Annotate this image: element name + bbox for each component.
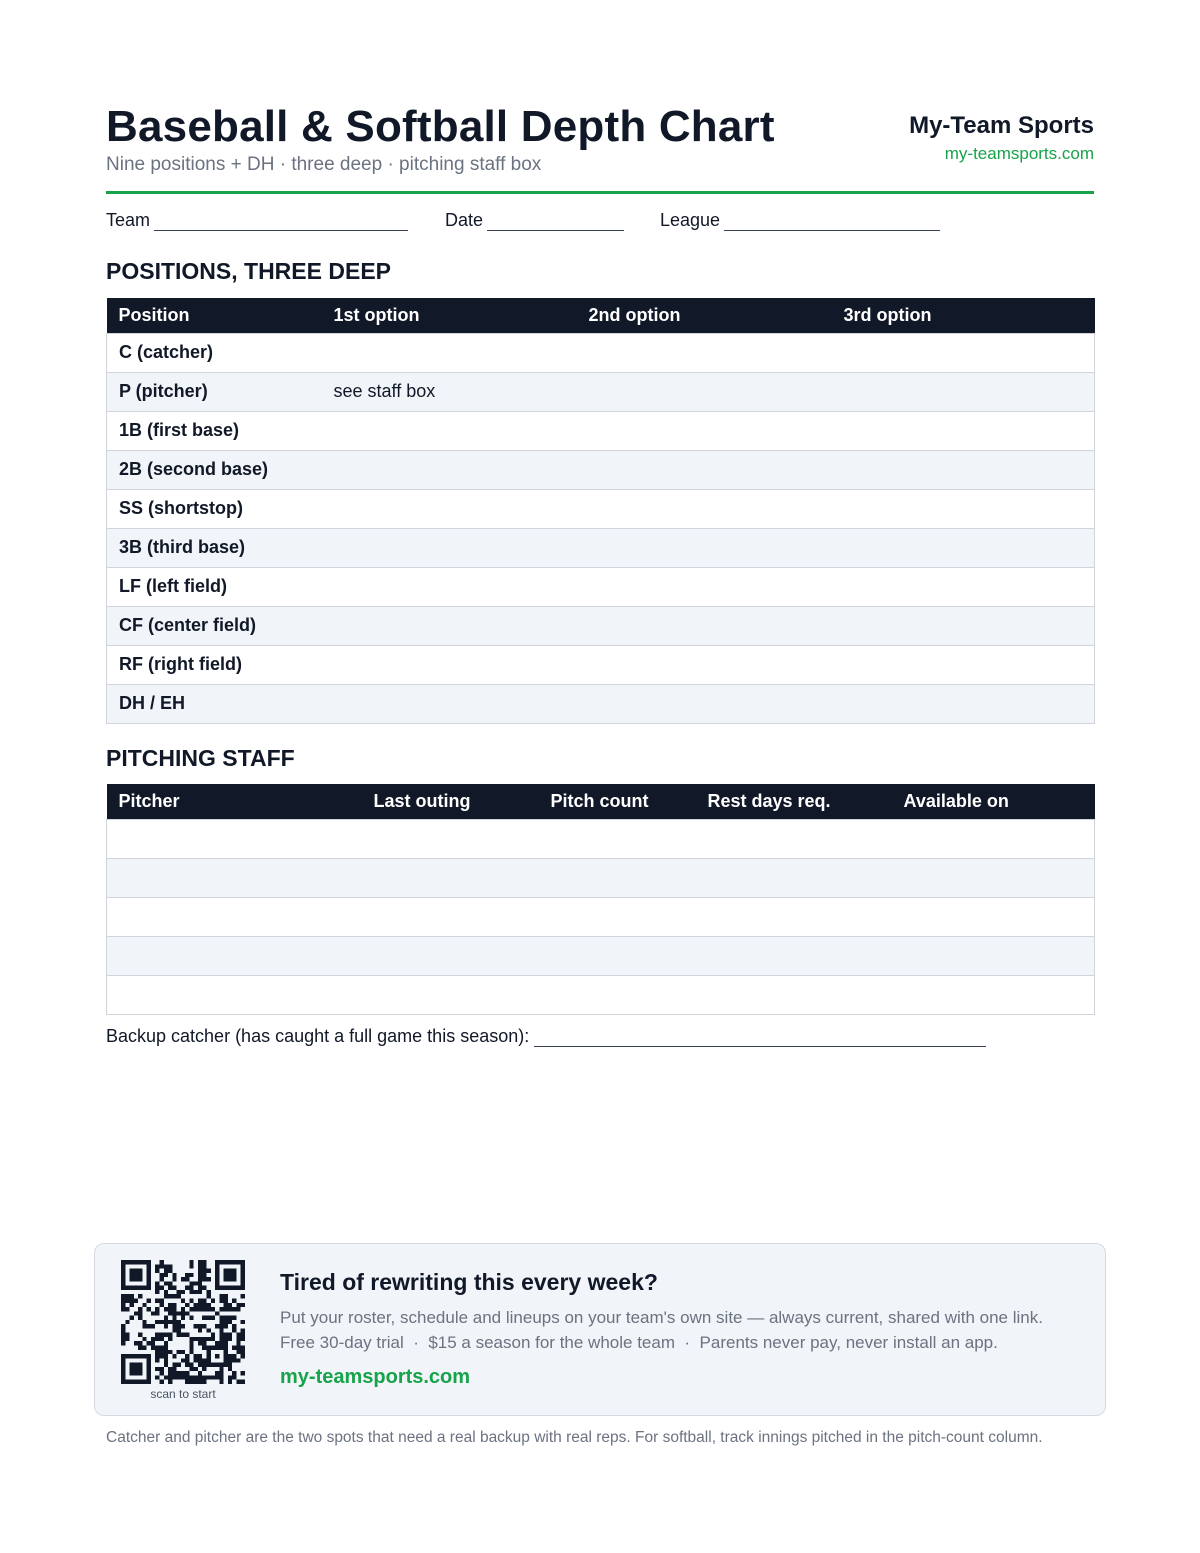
pitching-table	[106, 784, 1095, 1015]
backup-catcher-line[interactable]	[534, 1028, 986, 1047]
pitching-cell[interactable]	[892, 858, 1095, 897]
qr-caption: scan to start	[150, 1387, 216, 1401]
promo-title: Tired of rewriting this every week?	[280, 1269, 658, 1295]
table-row	[107, 567, 1095, 606]
date-line[interactable]	[487, 212, 624, 231]
option-cell[interactable]	[577, 528, 832, 567]
option-cell[interactable]	[832, 645, 1095, 684]
team-label: Team	[106, 210, 151, 230]
option-cell[interactable]	[832, 528, 1095, 567]
table-row	[107, 897, 1095, 936]
pitching-cell[interactable]	[892, 975, 1095, 1014]
option-cell[interactable]	[322, 684, 577, 723]
position-cell: SS (shortstop)	[107, 489, 322, 528]
promo-pricing: Free 30-day trial · $15 a season for the whole team · Parents never pay, never install an app.	[280, 1333, 998, 1352]
pitching-cell[interactable]	[107, 936, 362, 975]
option-cell[interactable]	[577, 489, 832, 528]
pitching-cell[interactable]	[107, 819, 362, 858]
table-row	[107, 450, 1095, 489]
position-cell: CF (center field)	[107, 606, 322, 645]
team-field[interactable]	[106, 210, 408, 231]
table-row	[107, 606, 1095, 645]
date-field[interactable]	[445, 210, 624, 231]
option-cell[interactable]	[832, 684, 1095, 723]
pitching-cell[interactable]	[107, 975, 362, 1014]
option-cell[interactable]	[577, 606, 832, 645]
brand-name: My-Team Sports	[909, 112, 1094, 139]
option-cell[interactable]	[577, 567, 832, 606]
document-title: Baseball & Softball Depth Chart	[106, 102, 775, 151]
option-cell[interactable]	[832, 450, 1095, 489]
column-header: Position	[107, 298, 322, 333]
option-cell[interactable]	[322, 567, 577, 606]
league-label: League	[660, 210, 721, 230]
document-subtitle: Nine positions + DH · three deep · pitching staff box	[106, 154, 542, 175]
team-line[interactable]	[154, 212, 408, 231]
column-header: Pitch count	[539, 784, 696, 819]
league-field[interactable]	[660, 210, 940, 231]
pitching-cell[interactable]	[539, 975, 696, 1014]
position-cell: RF (right field)	[107, 645, 322, 684]
option-cell[interactable]	[577, 333, 832, 372]
table-row	[107, 528, 1095, 567]
pitching-cell[interactable]	[362, 936, 539, 975]
option-cell[interactable]	[832, 372, 1095, 411]
option-cell[interactable]	[832, 333, 1095, 372]
backup-catcher-field[interactable]	[106, 1026, 986, 1047]
pitching-cell[interactable]	[362, 975, 539, 1014]
pitching-cell[interactable]	[696, 858, 892, 897]
pitching-cell[interactable]	[892, 897, 1095, 936]
pitching-cell[interactable]	[362, 819, 539, 858]
pitching-cell[interactable]	[539, 858, 696, 897]
option-cell[interactable]	[322, 411, 577, 450]
position-cell: C (catcher)	[107, 333, 322, 372]
position-cell: DH / EH	[107, 684, 322, 723]
table-row	[107, 411, 1095, 450]
backup-catcher-label: Backup catcher (has caught a full game this season):	[106, 1026, 530, 1046]
position-cell: P (pitcher)	[107, 372, 322, 411]
pitching-cell[interactable]	[696, 975, 892, 1014]
table-row	[107, 684, 1095, 723]
promo-url-link[interactable]: my-teamsports.com	[280, 1366, 471, 1388]
column-header: Rest days req.	[696, 784, 892, 819]
option-cell[interactable]	[322, 489, 577, 528]
column-header: Pitcher	[107, 784, 362, 819]
positions-section-title: POSITIONS, THREE DEEP	[106, 258, 391, 284]
column-header: 3rd option	[832, 298, 1095, 333]
option-cell[interactable]	[322, 333, 577, 372]
option-cell[interactable]	[577, 684, 832, 723]
table-row	[107, 372, 1095, 411]
option-cell[interactable]	[322, 645, 577, 684]
option-cell[interactable]	[832, 606, 1095, 645]
pitching-cell[interactable]	[696, 936, 892, 975]
document-header	[106, 100, 1094, 194]
position-cell: 3B (third base)	[107, 528, 322, 567]
pitching-cell[interactable]	[539, 897, 696, 936]
column-header: Last outing	[362, 784, 539, 819]
position-cell: 1B (first base)	[107, 411, 322, 450]
option-cell[interactable]	[322, 450, 577, 489]
footnote: Catcher and pitcher are the two spots that need a real backup with real reps. For softball, track innings pitched in the pitch-count column.	[106, 1429, 1043, 1446]
option-cell[interactable]	[577, 372, 832, 411]
pitching-header-row	[107, 784, 1095, 819]
brand-url-link[interactable]: my-teamsports.com	[944, 144, 1094, 163]
date-label: Date	[445, 210, 484, 230]
position-cell: LF (left field)	[107, 567, 322, 606]
option-cell[interactable]	[577, 450, 832, 489]
positions-table	[106, 298, 1095, 724]
option-cell[interactable]	[832, 567, 1095, 606]
column-header: 2nd option	[577, 298, 832, 333]
table-row	[107, 858, 1095, 897]
pitching-section-title: PITCHING STAFF	[106, 745, 295, 771]
qr-code-icon[interactable]	[121, 1260, 245, 1384]
column-header: Available on	[892, 784, 1095, 819]
pitching-cell[interactable]	[892, 819, 1095, 858]
pitching-cell[interactable]	[107, 858, 362, 897]
pitching-cell[interactable]	[539, 819, 696, 858]
option-cell[interactable]	[577, 645, 832, 684]
table-row	[107, 333, 1095, 372]
pitching-cell[interactable]	[107, 897, 362, 936]
column-header: 1st option	[322, 298, 577, 333]
option-cell[interactable]	[832, 489, 1095, 528]
pitching-cell[interactable]	[892, 936, 1095, 975]
promo-box	[94, 1243, 1106, 1416]
table-row	[107, 936, 1095, 975]
promo-description: Put your roster, schedule and lineups on your team's own site — always current, shared with one link.	[280, 1308, 1043, 1327]
option-cell[interactable]	[577, 411, 832, 450]
option-cell[interactable]	[322, 528, 577, 567]
option-cell[interactable]: see staff box	[322, 372, 577, 411]
position-cell: 2B (second base)	[107, 450, 322, 489]
option-cell[interactable]	[322, 606, 577, 645]
table-row	[107, 489, 1095, 528]
pitching-cell[interactable]	[362, 858, 539, 897]
table-row	[107, 975, 1095, 1014]
pitching-cell[interactable]	[362, 897, 539, 936]
table-row	[107, 645, 1095, 684]
pitching-cell[interactable]	[696, 897, 892, 936]
positions-header-row	[107, 298, 1095, 333]
option-cell[interactable]	[832, 411, 1095, 450]
pitching-cell[interactable]	[539, 936, 696, 975]
table-row	[107, 819, 1095, 858]
league-line[interactable]	[724, 212, 940, 231]
pitching-cell[interactable]	[696, 819, 892, 858]
info-fields	[106, 210, 1094, 234]
